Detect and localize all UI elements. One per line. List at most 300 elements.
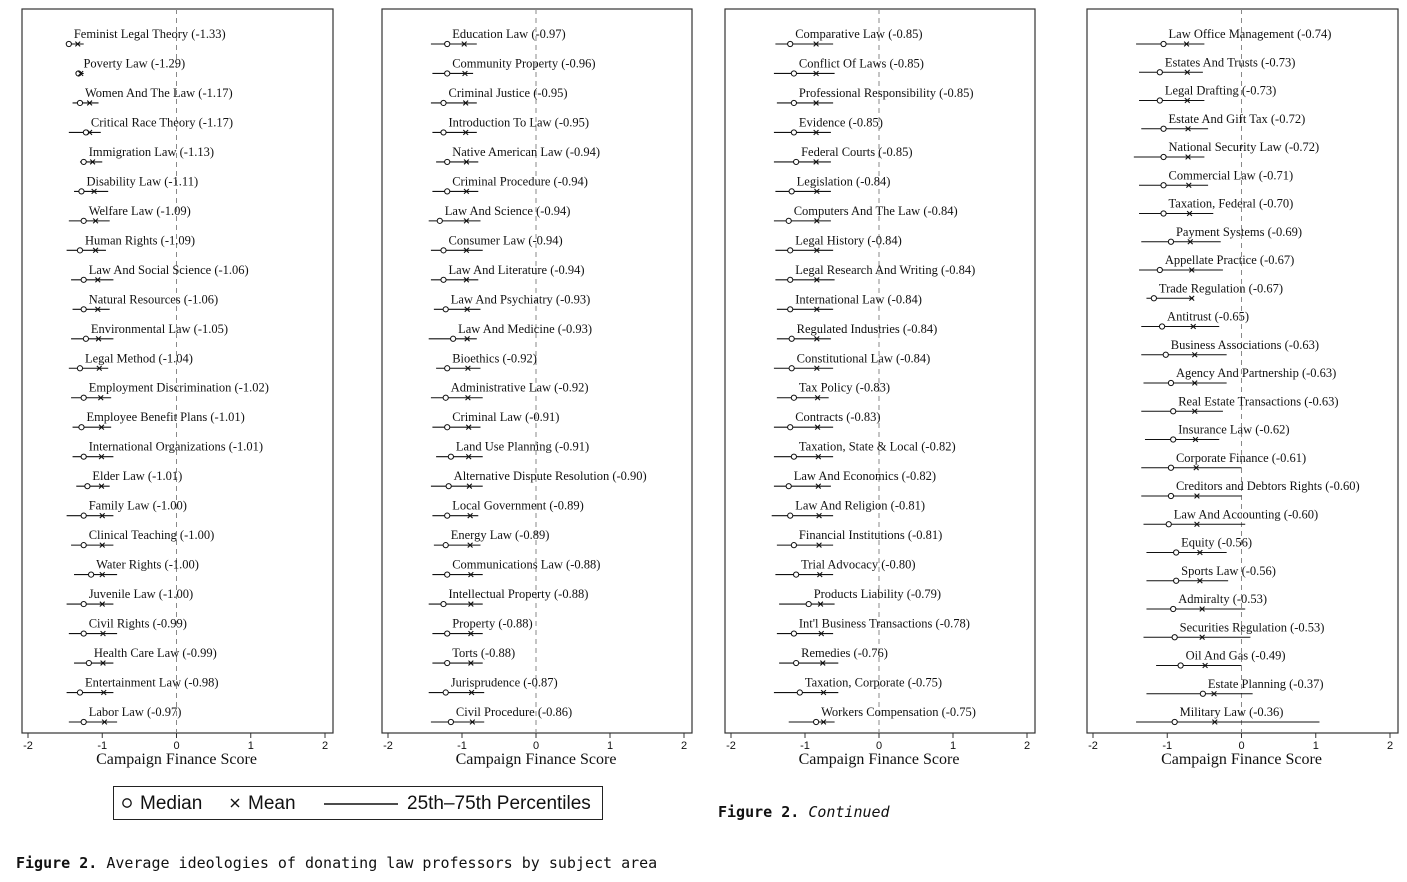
subject-label: Administrative Law (-0.92) <box>450 380 589 395</box>
x-tick-label: -1 <box>457 740 467 752</box>
subject-row <box>1141 451 1306 471</box>
x-tick-label: -2 <box>726 740 736 752</box>
subject-label: Int'l Business Transactions (-0.78) <box>798 616 970 631</box>
subject-label: Property (-0.88) <box>452 616 533 631</box>
median-marker <box>1157 98 1162 103</box>
x-tick-label: 1 <box>606 740 614 752</box>
subject-label: Evidence (-0.85) <box>798 115 883 130</box>
panel-2 <box>382 9 692 768</box>
legend-range-line <box>324 802 400 806</box>
subject-row <box>779 587 941 607</box>
subject-row <box>432 617 532 637</box>
median-marker <box>83 336 88 341</box>
median-marker <box>445 660 450 665</box>
median-marker <box>789 336 794 341</box>
subject-label: Military Law (-0.36) <box>1179 705 1284 719</box>
median-marker <box>448 454 453 459</box>
median-marker <box>451 336 456 341</box>
x-tick-label: 1 <box>1312 740 1319 752</box>
subject-row <box>74 558 199 578</box>
median-marker <box>86 660 91 665</box>
median-marker <box>1168 239 1173 244</box>
median-marker <box>448 719 453 724</box>
x-tick-label: -1 <box>1162 740 1173 752</box>
subject-row <box>1141 310 1249 330</box>
median-marker <box>445 631 450 636</box>
subject-row <box>1146 677 1323 697</box>
x-axis-label: Campaign Finance Score <box>96 751 257 768</box>
median-marker <box>1168 380 1173 385</box>
subject-row <box>74 174 198 194</box>
median-marker <box>1161 126 1166 131</box>
subject-label: Health Care Law (-0.99) <box>93 646 217 661</box>
subject-row <box>1143 366 1336 386</box>
subject-row <box>1146 536 1252 556</box>
subject-label: Consumer Law (-0.94) <box>448 233 563 248</box>
subject-label: Immigration Law (-1.13) <box>88 144 214 159</box>
median-marker <box>85 484 90 489</box>
subject-row <box>774 115 883 135</box>
subject-label: Jurisprudence (-0.87) <box>450 675 558 690</box>
median-marker <box>1166 522 1171 527</box>
subject-row <box>431 381 589 401</box>
subject-row <box>71 381 269 401</box>
subject-label: Contracts (-0.83) <box>795 410 881 425</box>
subject-label: Civil Rights (-0.99) <box>88 616 187 631</box>
subject-label: Computers And The Law (-0.84) <box>793 203 958 218</box>
caption-main-text: Average ideologies of donating law professors by subject area <box>106 854 658 872</box>
caption-continued <box>718 803 890 821</box>
subject-label: Welfare Law (-1.09) <box>88 203 191 218</box>
subject-label: Water Rights (-1.00) <box>96 557 199 572</box>
legend-median-marker <box>120 796 134 810</box>
x-tick-label: -2 <box>383 740 393 752</box>
subject-label: Legal Drafting (-0.73) <box>1164 83 1277 98</box>
subject-row <box>434 528 550 548</box>
x-axis-label: Campaign Finance Score <box>455 751 617 768</box>
median-marker <box>81 543 86 548</box>
caption-main-label: Figure 2. <box>16 854 98 872</box>
subject-label: Torts (-0.88) <box>452 646 516 661</box>
median-marker <box>1172 635 1177 640</box>
subject-row <box>434 292 590 312</box>
median-marker <box>441 130 446 135</box>
median-marker <box>788 425 793 430</box>
subject-label: Legal Method (-1.04) <box>84 351 193 366</box>
median-marker <box>1172 719 1177 724</box>
subject-row <box>431 705 572 725</box>
subject-label: Law And Accounting (-0.60) <box>1173 507 1319 522</box>
subject-row <box>429 676 558 696</box>
subject-label: Federal Courts (-0.85) <box>801 144 913 159</box>
median-marker <box>788 277 793 282</box>
median-marker <box>81 719 86 724</box>
subject-label: Financial Institutions (-0.81) <box>798 528 943 543</box>
subject-row <box>429 322 592 342</box>
median-marker <box>794 660 799 665</box>
median-marker <box>441 601 446 606</box>
subject-row <box>774 56 924 76</box>
subject-row <box>1143 507 1318 527</box>
subject-row <box>1141 225 1302 245</box>
subject-label: Law And Social Science (-1.06) <box>88 262 249 277</box>
median-marker <box>797 690 802 695</box>
median-marker <box>445 41 450 46</box>
x-tick-label: -2 <box>1088 740 1098 752</box>
subject-label: Law And Medicine (-0.93) <box>458 321 593 336</box>
caption-continued-label: Figure 2. <box>718 803 800 821</box>
subject-label: Agency And Partnership (-0.63) <box>1175 366 1337 380</box>
subject-row <box>69 617 187 637</box>
median-marker <box>788 41 793 46</box>
subject-row <box>73 86 233 106</box>
median-marker <box>1161 154 1166 159</box>
subject-row <box>1136 705 1319 725</box>
subject-label: Estates And Trusts (-0.73) <box>1164 55 1296 70</box>
median-marker <box>77 248 82 253</box>
subject-row <box>432 174 588 194</box>
subject-row <box>774 351 930 371</box>
subject-label: Business Associations (-0.63) <box>1170 337 1320 352</box>
subject-label: Labor Law (-0.97) <box>88 705 182 719</box>
subject-row <box>67 499 187 519</box>
x-tick-label: 0 <box>532 740 540 752</box>
subject-label: Employment Discrimination (-1.02) <box>88 380 269 395</box>
subject-label: Antitrust (-0.65) <box>1167 309 1249 324</box>
median-marker <box>794 159 799 164</box>
median-marker <box>445 159 450 164</box>
subject-row <box>432 646 515 666</box>
subject-label: Workers Compensation (-0.75) <box>821 705 976 719</box>
median-marker <box>81 631 86 636</box>
subject-row <box>71 263 249 283</box>
subject-row <box>76 469 182 489</box>
subject-label: Law And Science (-0.94) <box>444 203 571 218</box>
subject-label: Law Office Management (-0.74) <box>1168 27 1332 41</box>
median-marker <box>79 189 84 194</box>
subject-label: Law And Literature (-0.94) <box>448 262 585 277</box>
median-marker <box>1163 352 1168 357</box>
subject-label: Law And Psychiatry (-0.93) <box>450 292 591 307</box>
subject-row <box>67 587 194 607</box>
median-marker <box>791 454 796 459</box>
median-marker <box>81 454 86 459</box>
median-marker <box>1161 183 1166 188</box>
median-marker <box>1161 41 1166 46</box>
subject-row <box>1134 140 1319 160</box>
median-marker <box>806 601 811 606</box>
median-marker <box>81 277 86 282</box>
median-marker <box>1157 70 1162 75</box>
median-marker <box>81 601 86 606</box>
subject-row <box>432 558 600 578</box>
subject-label: Insurance Law (-0.62) <box>1178 422 1290 437</box>
subject-row <box>436 145 600 165</box>
legend-mean-marker <box>228 796 242 810</box>
x-tick-label: -2 <box>23 740 33 752</box>
subject-row <box>1139 55 1295 75</box>
x-tick-label: 2 <box>321 740 329 752</box>
subject-label: Products Liability (-0.79) <box>813 587 942 602</box>
subject-label: Bioethics (-0.92) <box>452 351 537 366</box>
median-marker <box>794 572 799 577</box>
subject-row <box>774 676 942 696</box>
median-marker <box>446 484 451 489</box>
subject-label: Family Law (-1.00) <box>88 498 187 513</box>
subject-row <box>1141 112 1305 132</box>
subject-row <box>76 56 185 76</box>
subject-row <box>73 292 219 312</box>
subject-row <box>774 410 881 430</box>
median-marker <box>441 100 446 105</box>
median-marker <box>1171 409 1176 414</box>
subject-row <box>69 705 182 725</box>
median-marker <box>77 366 82 371</box>
subject-row <box>1139 168 1293 188</box>
x-tick-label: -1 <box>97 740 108 752</box>
panel-4 <box>1087 9 1398 768</box>
subject-row <box>777 381 890 401</box>
subject-row <box>432 115 589 135</box>
subject-label: National Security Law (-0.72) <box>1168 140 1320 154</box>
subject-row <box>1141 394 1338 414</box>
subject-label: Payment Systems (-0.69) <box>1175 224 1303 239</box>
subject-label: Securities Regulation (-0.53) <box>1179 620 1325 635</box>
median-marker <box>445 71 450 76</box>
subject-label: Native American Law (-0.94) <box>452 144 601 159</box>
median-marker <box>445 425 450 430</box>
subject-label: Law And Economics (-0.82) <box>793 469 937 484</box>
subject-label: Comparative Law (-0.85) <box>795 27 923 41</box>
subject-row <box>1145 423 1290 443</box>
subject-label: Communications Law (-0.88) <box>452 557 601 572</box>
median-marker <box>786 218 791 223</box>
median-marker <box>1168 465 1173 470</box>
median-marker <box>1174 550 1179 555</box>
median-marker <box>1161 211 1166 216</box>
subject-label: Local Government (-0.89) <box>452 498 584 513</box>
median-marker <box>786 484 791 489</box>
subject-row <box>436 351 537 371</box>
x-tick-label: 2 <box>680 740 688 752</box>
subject-label: Women And The Law (-1.17) <box>84 85 233 100</box>
subject-label: Taxation, Federal (-0.70) <box>1168 196 1294 211</box>
subject-label: Appellate Practice (-0.67) <box>1164 253 1295 267</box>
subject-label: Poverty Law (-1.29) <box>83 56 186 71</box>
subject-row <box>772 499 925 519</box>
legend-range-label: 25th–75th Percentiles <box>407 793 591 814</box>
subject-row <box>775 233 901 253</box>
x-axis-label: Campaign Finance Score <box>1161 751 1322 768</box>
subject-row <box>69 115 233 135</box>
subject-row <box>431 263 585 283</box>
median-marker <box>1159 324 1164 329</box>
x-tick-label: 0 <box>875 740 883 752</box>
subject-label: Legal History (-0.84) <box>795 233 902 248</box>
median-marker <box>814 719 819 724</box>
median-marker <box>1171 606 1176 611</box>
subject-label: Community Property (-0.96) <box>452 56 596 71</box>
subject-row <box>1139 197 1293 217</box>
subject-row <box>789 705 976 725</box>
subject-row <box>69 351 193 371</box>
median-marker <box>1157 267 1162 272</box>
subject-row <box>73 440 264 460</box>
subject-row <box>69 204 191 224</box>
median-marker <box>79 425 84 430</box>
x-tick-label: 0 <box>1238 740 1245 752</box>
median-marker <box>81 218 86 223</box>
panel-1 <box>22 9 333 768</box>
subject-label: Estate And Gift Tax (-0.72) <box>1168 111 1306 126</box>
subject-row <box>775 263 975 283</box>
subject-label: Energy Law (-0.89) <box>450 528 550 543</box>
subject-label: Trial Advocacy (-0.80) <box>801 557 916 572</box>
caption-main <box>16 854 657 872</box>
median-marker <box>445 189 450 194</box>
subject-row <box>779 646 888 666</box>
subject-label: Regulated Industries (-0.84) <box>796 321 938 336</box>
legend <box>113 786 603 820</box>
median-marker <box>89 572 94 577</box>
median-marker <box>1168 493 1173 498</box>
subject-label: Elder Law (-1.01) <box>92 469 183 484</box>
subject-label: Land Use Planning (-0.91) <box>455 439 590 454</box>
median-marker <box>788 307 793 312</box>
subject-label: Legal Research And Writing (-0.84) <box>795 262 976 277</box>
subject-label: Criminal Procedure (-0.94) <box>452 174 588 189</box>
subject-row <box>67 233 195 253</box>
subject-row <box>432 410 559 430</box>
subject-row <box>431 233 563 253</box>
subject-label: Criminal Law (-0.91) <box>452 410 560 425</box>
subject-label: Human Rights (-1.09) <box>84 233 196 248</box>
subject-row <box>74 646 217 666</box>
subject-label: Alternative Dispute Resolution (-0.90) <box>453 469 647 484</box>
subject-row <box>777 86 974 106</box>
legend-median-label: Median <box>140 793 203 814</box>
subject-label: Tax Policy (-0.83) <box>798 380 891 395</box>
subject-label: International Law (-0.84) <box>795 292 922 307</box>
subject-label: Critical Race Theory (-1.17) <box>90 115 233 130</box>
subject-label: Equity (-0.56) <box>1181 535 1252 550</box>
median-marker <box>443 307 448 312</box>
median-marker <box>81 395 86 400</box>
subject-row <box>1146 592 1267 612</box>
subject-row <box>80 145 214 165</box>
panel-3 <box>725 9 1035 768</box>
median-marker <box>789 366 794 371</box>
legend-mean-label: Mean <box>248 793 296 814</box>
subject-row <box>432 56 595 76</box>
subject-label: Criminal Justice (-0.95) <box>448 85 568 100</box>
median-marker <box>443 690 448 695</box>
subject-row <box>67 676 219 696</box>
median-marker <box>77 100 82 105</box>
median-marker <box>445 513 450 518</box>
median-marker <box>443 395 448 400</box>
subject-row <box>436 440 589 460</box>
subject-row <box>1136 27 1331 47</box>
subject-row <box>1141 338 1319 358</box>
median-marker <box>791 71 796 76</box>
subject-row <box>429 204 571 224</box>
caption-continued-text: Continued <box>808 803 890 821</box>
median-marker <box>1171 437 1176 442</box>
subject-row <box>431 27 566 47</box>
median-marker <box>789 189 794 194</box>
subject-row <box>777 617 970 637</box>
subject-row <box>1146 564 1275 584</box>
subject-row <box>71 322 228 342</box>
x-tick-label: 1 <box>247 740 254 752</box>
x-tick-label: 0 <box>173 740 180 752</box>
median-marker <box>791 130 796 135</box>
subject-row <box>1143 620 1324 640</box>
median-marker <box>791 631 796 636</box>
median-marker <box>1178 663 1183 668</box>
median-marker <box>443 543 448 548</box>
subject-label: Taxation, Corporate (-0.75) <box>804 675 943 690</box>
subject-row <box>1139 84 1276 104</box>
subject-label: Admiralty (-0.53) <box>1178 592 1268 606</box>
x-axis-label: Campaign Finance Score <box>798 751 960 768</box>
subject-row <box>1146 281 1283 301</box>
subject-label: Constitutional Law (-0.84) <box>796 351 931 366</box>
median-marker <box>81 513 86 518</box>
median-marker <box>441 277 446 282</box>
median-marker <box>791 543 796 548</box>
subject-label: Disability Law (-1.11) <box>86 174 199 189</box>
subject-label: Introduction To Law (-0.95) <box>448 115 590 130</box>
subject-label: Clinical Teaching (-1.00) <box>88 528 215 543</box>
subject-row <box>432 499 583 519</box>
subject-row <box>71 528 214 548</box>
subject-label: Law And Religion (-0.81) <box>795 498 926 513</box>
median-marker <box>1151 296 1156 301</box>
subject-row <box>73 410 245 430</box>
subject-label: Education Law (-0.97) <box>452 27 566 41</box>
subject-row <box>777 322 937 342</box>
subject-label: Commercial Law (-0.71) <box>1168 168 1294 183</box>
subject-label: Civil Procedure (-0.86) <box>455 705 573 719</box>
subject-row <box>66 27 225 47</box>
median-marker <box>445 366 450 371</box>
median-marker <box>441 248 446 253</box>
subject-label: Intellectual Property (-0.88) <box>448 587 589 602</box>
subject-label: Conflict Of Laws (-0.85) <box>798 56 924 71</box>
subject-label: Legislation (-0.84) <box>796 174 891 189</box>
subject-row <box>775 174 890 194</box>
subject-label: Remedies (-0.76) <box>801 646 888 661</box>
subject-label: Creditors and Debtors Rights (-0.60) <box>1175 479 1360 493</box>
median-marker <box>1174 578 1179 583</box>
median-marker <box>1200 691 1205 696</box>
median-marker <box>788 513 793 518</box>
subject-row <box>1156 649 1286 669</box>
median-marker <box>81 159 86 164</box>
median-marker <box>791 395 796 400</box>
median-marker <box>437 218 442 223</box>
subject-label: Oil And Gas (-0.49) <box>1185 648 1286 663</box>
subject-label: Environmental Law (-1.05) <box>90 321 229 336</box>
subject-label: Real Estate Transactions (-0.63) <box>1178 394 1339 409</box>
subject-row <box>774 440 956 460</box>
median-marker <box>66 41 71 46</box>
median-marker <box>791 100 796 105</box>
subject-row <box>775 27 922 47</box>
subject-label: Taxation, State & Local (-0.82) <box>798 439 956 454</box>
